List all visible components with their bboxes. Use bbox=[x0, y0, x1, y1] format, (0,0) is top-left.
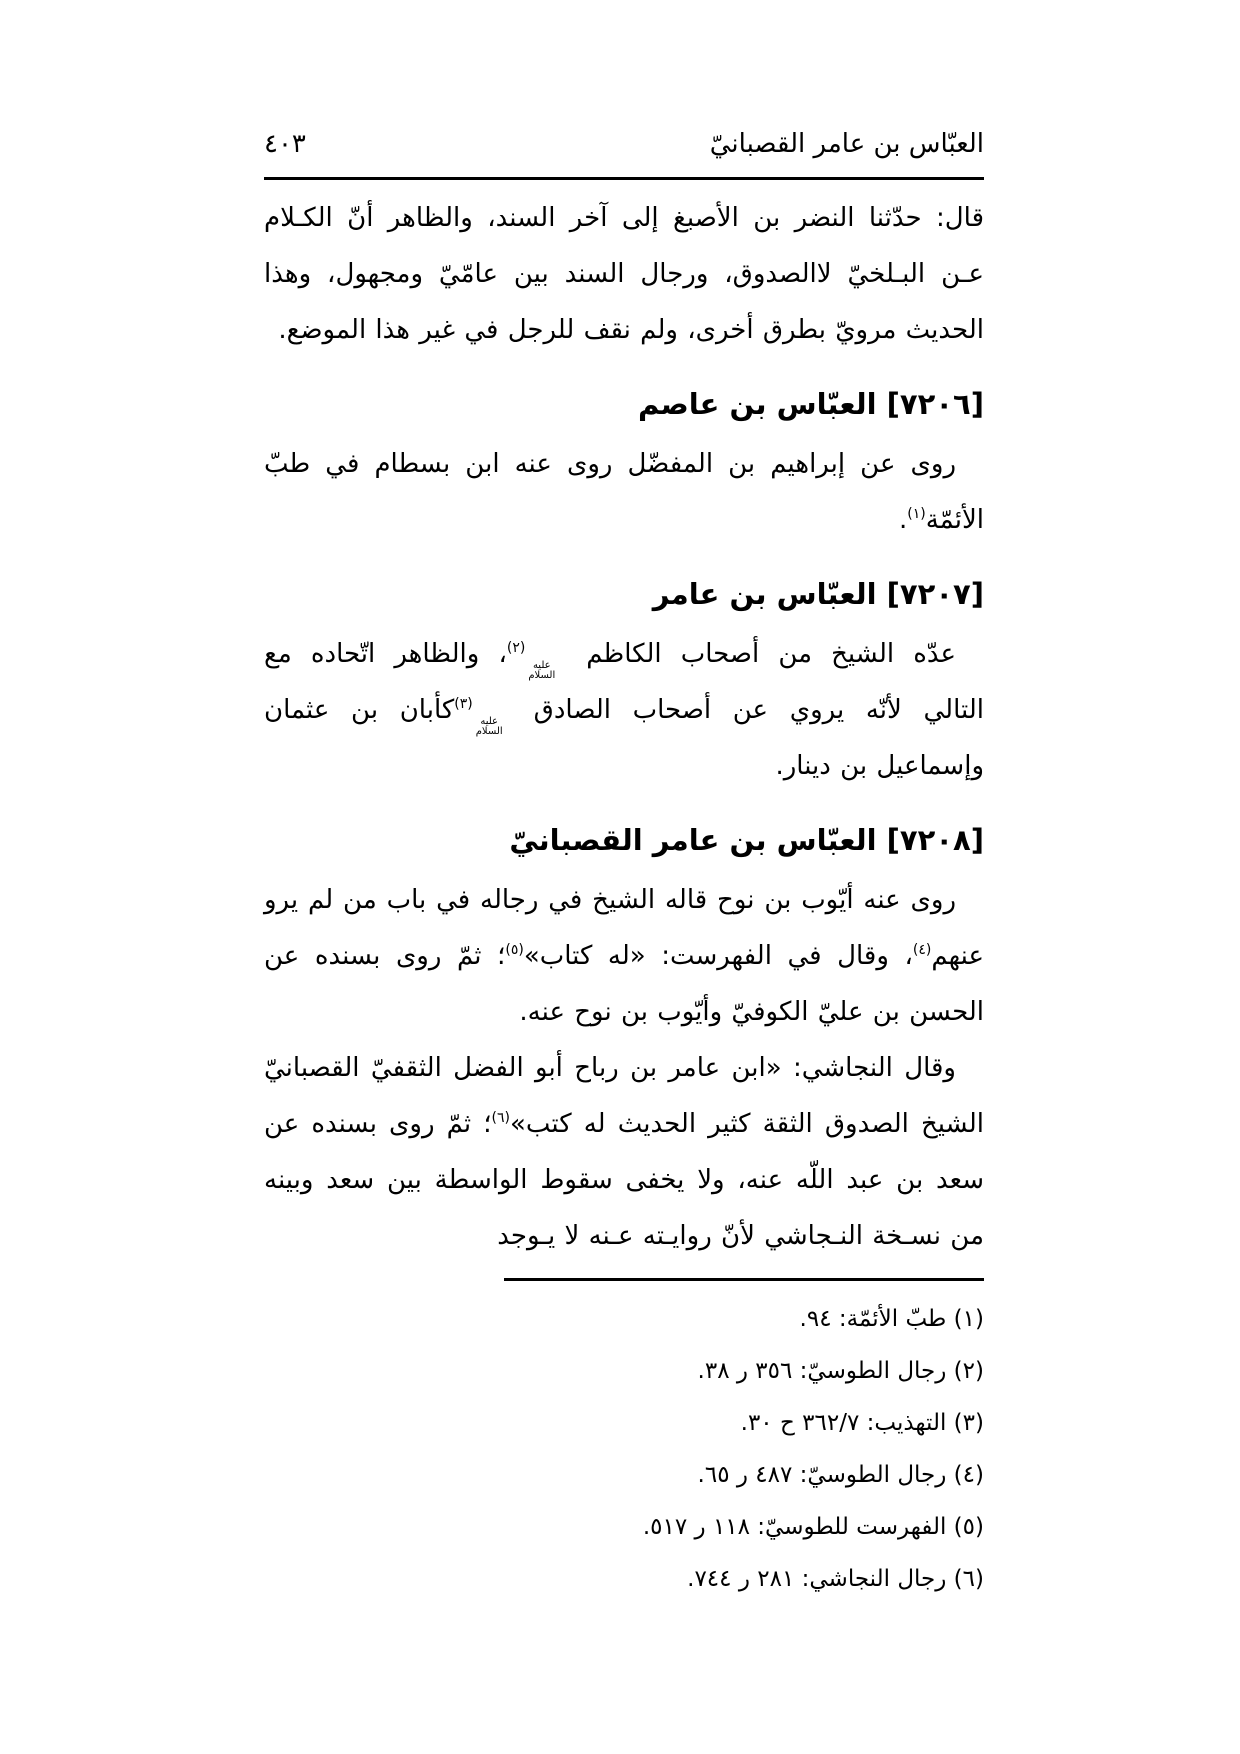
running-head: العبّاس بن عامر القصبانيّ bbox=[709, 129, 984, 159]
footnote-separator bbox=[504, 1278, 984, 1281]
text-run: . bbox=[899, 504, 908, 535]
text-run: كأبان بن عثمان وإسماعيل بن دينار. bbox=[264, 694, 984, 781]
footnote-item: (٢) رجال الطوسيّ: ٣٥٦ ر ٣٨. bbox=[697, 1357, 984, 1384]
text-run: قال: حدّثنا النضر بن الأصبغ إلى آخر السند، والظاهر أنّ الكـلام عـن البـلخيّ لاالصدوق، ورجال السند بين عامّيّ ومجهول، وهذا الحديث مرويّ بطرق أخرى، ولم نقف للرجل في غير هذا الموضع. bbox=[264, 202, 984, 345]
text-run: ، وقال في الفهرست: «له كتاب» bbox=[523, 940, 913, 971]
page-body bbox=[264, 190, 984, 1605]
footnote-item: (٣) التهذيب: ٣٦٢/٧ ح ٣٠. bbox=[740, 1409, 984, 1436]
text-run: وقال النجاشي: «ابن عامر بن رباح أبو الفضل الثقفيّ القصبانيّ الشيخ الصدوق الثقة كثير الحديث له كتب» bbox=[264, 1052, 984, 1139]
entry-heading: [٧٢٠٨] العبّاس بن عامر القصبانيّ bbox=[509, 822, 984, 857]
footnote-ref: (٣) bbox=[454, 695, 473, 712]
paragraph bbox=[264, 1040, 984, 1264]
entry bbox=[264, 376, 984, 548]
text-run: ؛ ثمّ روى بسنده عن سعد بن عبد اللّه عنه، ولا يخفى سقوط الواسطة بين سعد وبينه من نسـخة النـجاشي لأنّ روايـته عـنه لا يـوجد bbox=[264, 1108, 984, 1251]
header-divider bbox=[264, 177, 984, 180]
footnote-ref: (٦) bbox=[491, 1109, 510, 1126]
entry-heading: [٧٢٠٧] العبّاس بن عامر bbox=[652, 576, 984, 611]
footnote-ref: (٤) bbox=[912, 941, 932, 958]
paragraph-intro bbox=[264, 190, 984, 358]
text-run: عدّه الشيخ من أصحاب الكاظم bbox=[586, 638, 957, 669]
footnote-ref: (١) bbox=[907, 505, 926, 522]
text-run: ، والظاهر اتّحاده مع التالي لأنّه يروي عن أصحاب الصادق bbox=[264, 638, 984, 725]
page-number: ٤٠٣ bbox=[264, 129, 306, 159]
footnote-ref: (٥) bbox=[505, 941, 524, 958]
paragraph bbox=[264, 436, 984, 548]
entry bbox=[264, 566, 984, 794]
honorific-alayhi-salam-icon: عليه السلام bbox=[528, 659, 556, 681]
entry bbox=[264, 812, 984, 1264]
footnote-item: (١) طبّ الأئمّة: ٩٤. bbox=[799, 1305, 984, 1332]
text-run: ؛ ثمّ روى بسنده عن الحسن بن عليّ الكوفيّ وأيّوب بن نوح عنه. bbox=[264, 940, 984, 1027]
paragraph bbox=[264, 872, 984, 1040]
paragraph bbox=[264, 626, 984, 794]
entries-section bbox=[264, 376, 984, 1264]
entry-heading: [٧٢٠٦] العبّاس بن عاصم bbox=[637, 386, 984, 421]
text-run: روى عن إبراهيم بن المفضّل روى عنه ابن بسطام في طبّ الأئمّة bbox=[264, 448, 984, 535]
footnote-item: (٤) رجال الطوسيّ: ٤٨٧ ر ٦٥. bbox=[697, 1461, 984, 1488]
page-header bbox=[264, 128, 984, 162]
footnote-ref: (٢) bbox=[506, 639, 526, 656]
footnotes-section bbox=[264, 1291, 984, 1605]
honorific-alayhi-salam-icon: عليه السلام bbox=[475, 715, 503, 737]
text-run: روى عنه أيّوب بن نوح قاله الشيخ في رجاله في باب من لم يرو عنهم bbox=[264, 884, 984, 971]
footnote-item: (٥) الفهرست للطوسيّ: ١١٨ ر ٥١٧. bbox=[642, 1513, 984, 1540]
footnote-item: (٦) رجال النجاشي: ٢٨١ ر ٧٤٤. bbox=[687, 1565, 984, 1592]
